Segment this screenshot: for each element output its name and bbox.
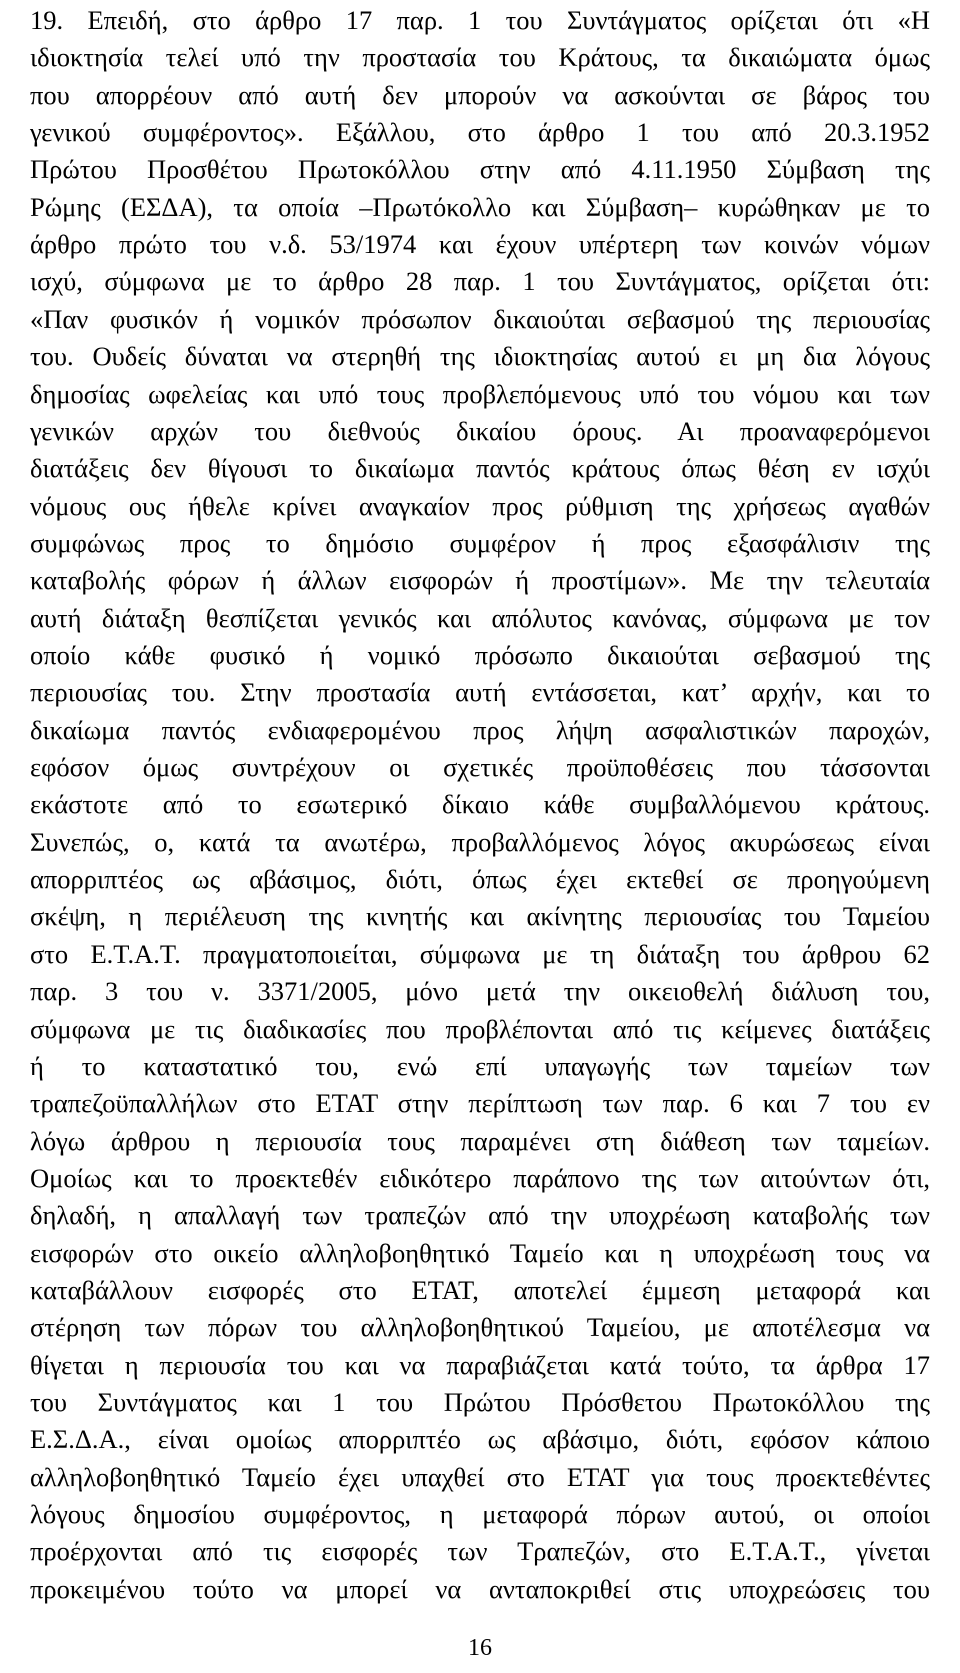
text-line: αυτή διάταξη θεσπίζεται γενικός και απόλυτος κανόνας, σύμφωνα με τον [30,602,930,633]
page-number: 16 [468,1635,492,1661]
text-line: σύμφωνα με τις διαδικασίες που προβλέπονται από τις κείμενες διατάξεις [30,1013,930,1044]
text-line: καταβάλλουν εισφορές στο ΕΤΑΤ, αποτελεί έμμεση μεταφορά και [30,1274,930,1305]
text-line: Ομοίως και το προεκτεθέν ειδικότερο παράπονο της των αιτούντων ότι, [30,1162,930,1193]
text-line: προέρχονται από τις εισφορές των Τραπεζών, στο Ε.Τ.Α.Τ., γίνεται [30,1536,930,1567]
text-line: ιδιοκτησία τελεί υπό την προστασία του Κράτους, τα δικαιώματα όμως [30,42,930,73]
text-line: γενικών αρχών του διεθνούς δικαίου όρους. Αι προαναφερόμενοι [30,415,930,446]
text-line: του. Ουδείς δύναται να στερηθή της ιδιοκτησίας αυτού ει μη δια λόγους [30,341,930,372]
text-line: στο Ε.Τ.Α.Τ. πραγματοποιείται, σύμφωνα με τη διάταξη του άρθρου 62 [30,938,930,969]
text-line: Ρώμης (ΕΣΔΑ), τα οποία –Πρωτόκολλο και Σύμβαση– κυρώθηκαν με το [30,191,930,222]
text-line: συμφώνως προς το δημόσιο συμφέρον ή προς εξασφάλισιν της [30,527,930,558]
text-line: Συνεπώς, ο, κατά τα ανωτέρω, προβαλλόμενος λόγος ακυρώσεως είναι [30,826,930,857]
text-line: προκειμένου τούτο να μπορεί να ανταποκριθεί στις υποχρεώσεις του [30,1573,930,1604]
text-line: εφόσον όμως συντρέχουν οι σχετικές προϋποθέσεις που τάσσονται [30,752,930,782]
text-line: Πρώτου Προσθέτου Πρωτοκόλλου στην από 4.11.1950 Σύμβαση της [30,154,930,185]
text-line: ισχύ, σύμφωνα με το άρθρο 28 παρ. 1 του Συντάγματος, ορίζεται ότι: [30,266,930,297]
text-line: εισφορών στο οικείο αλληλοβοηθητικό Ταμείο και η υποχρέωση τους να [30,1237,930,1268]
text-line: σκέψη, η περιέλευση της κινητής και ακίνητης περιουσίας του Ταμείου [30,901,930,932]
text-line: δηλαδή, η απαλλαγή των τραπεζών από την υποχρέωση καταβολής των [30,1200,930,1231]
text-line: δικαίωμα παντός ενδιαφερομένου προς λήψη ασφαλιστικών παροχών, [30,714,930,745]
text-line: στέρηση των πόρων του αλληλοβοηθητικού Ταμείου, με αποτέλεσμα να [30,1312,930,1343]
text-line: περιουσίας του. Στην προστασία αυτή εντάσσεται, κατ’ αρχήν, και το [30,677,930,708]
text-line: νόμους ους ήθελε κρίνει αναγκαίον προς ρύθμιση της χρήσεως αγαθών [30,490,930,521]
text-line: του Συντάγματος και 1 του Πρώτου Πρόσθετου Πρωτοκόλλου της [30,1387,930,1417]
text-line: δημοσίας ωφελείας και υπό τους προβλεπόμενους υπό του νόμου και των [30,378,930,409]
text-line: 19. Επειδή, στο άρθρο 17 παρ. 1 του Συντάγματος ορίζεται ότι «Η [30,5,930,35]
text-line: οποίο κάθε φυσικό ή νομικό πρόσωπο δικαιούται σεβασμού της [30,640,930,670]
text-line: ή το καταστατικό του, ενώ επί υπαγωγής των ταμείων των [30,1050,930,1081]
text-line: θίγεται η περιουσία του και να παραβιάζεται κατά τούτο, τα άρθρα 17 [30,1349,930,1380]
text-line: άρθρο πρώτο του ν.δ. 53/1974 και έχουν υπέρτερη των κοινών νόμων [30,229,930,260]
text-line: που απορρέουν από αυτή δεν μπορούν να ασκούνται σε βάρος του [30,79,930,110]
text-line: απορριπτέος ως αβάσιμος, διότι, όπως έχει εκτεθεί σε προηγούμενη [30,864,930,895]
text-line: γενικού συμφέροντος». Εξάλλου, στο άρθρο 1 του από 20.3.1952 [30,117,930,148]
text-line: διατάξεις δεν θίγουσι το δικαίωμα παντός κράτους όπως θέση εν ισχύι [30,453,930,484]
text-line: αλληλοβοηθητικό Ταμείο έχει υπαχθεί στο ΕΤΑΤ για τους προεκτεθέντες [30,1461,930,1492]
text-line: εκάστοτε από το εσωτερικό δίκαιο κάθε συμβαλλόμενου κράτους. [30,789,930,820]
text-line: λόγους δημοσίου συμφέροντος, η μεταφορά πόρων αυτού, οι οποίοι [30,1499,930,1529]
text-line: «Παν φυσικόν ή νομικόν πρόσωπον δικαιούται σεβασμού της περιουσίας [30,303,930,334]
text-line: λόγω άρθρου η περιουσία τους παραμένει στη διάθεση των ταμείων. [30,1125,930,1156]
text-line: καταβολής φόρων ή άλλων εισφορών ή προστίμων». Με την τελευταία [30,565,930,596]
text-line: παρ. 3 του ν. 3371/2005, μόνο μετά την οικειοθελή διάλυση του, [30,976,930,1007]
text-line: τραπεζοϋπαλλήλων στο ΕΤΑΤ στην περίπτωση των παρ. 6 και 7 του εν [30,1088,930,1119]
text-line: Ε.Σ.Δ.Α., είναι ομοίως απορριπτέο ως αβάσιμο, διότι, εφόσον κάποιο [30,1424,930,1455]
